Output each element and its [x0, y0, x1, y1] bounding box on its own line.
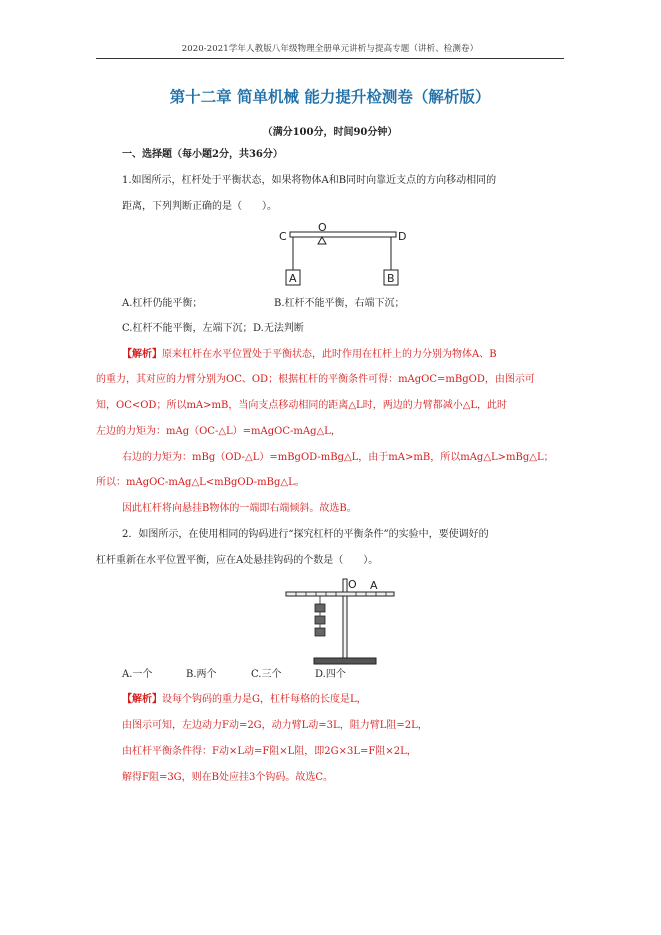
hook-weight-3: [315, 628, 325, 636]
label-a: A: [289, 272, 297, 285]
pivot-pin: [343, 579, 347, 592]
q2-option-c: C.三个: [251, 669, 282, 680]
label-o: O: [318, 222, 327, 234]
q2-option-d: D.四个: [315, 669, 346, 680]
q2-option-a: A.一个: [122, 669, 153, 680]
q1-analysis-line2: 的重力，其对应的力臂分别为OC、OD；根据杠杆的平衡条件可得：mAgOC=mBgOD，由图示可: [96, 374, 535, 385]
document-subtitle: （满分100分，时间90分钟）: [262, 127, 398, 138]
q1-analysis-tag: 【解析】: [122, 349, 162, 360]
hook-weight-1: [315, 604, 325, 612]
lever-bar: [286, 592, 394, 596]
q1-analysis-line4: 左边的力矩为：mAg（OC-△L）=mAgOC-mAg△L，: [96, 426, 341, 437]
document-title: 第十二章 简单机械 能力提升检测卷（解析版）: [169, 88, 491, 106]
q1-analysis-line3: 知，OC<OD；所以mA>mB，当向支点移动相同的距离△L时，两边的力臂都减小△L，此时: [96, 400, 508, 411]
q2-analysis-line4: 解得F阻=3G，则在B处应挂3个钩码。故选C。: [122, 772, 334, 783]
q1-option-c: C.杠杆不能平衡，左端下沉；: [122, 323, 253, 334]
q2-analysis-line1: 【解析】设每个钩码的重力是G，杠杆每格的长度是L，: [122, 694, 367, 705]
stand-base: [314, 658, 376, 664]
q2-analysis-line2: 由图示可知，左边动力F动=2G，动力臂L动=3L，阻力臂L阻=2L，: [122, 720, 428, 731]
q2-analysis-tag: 【解析】: [122, 694, 162, 705]
q1-lever-figure: [270, 222, 420, 288]
q1-analysis-line5: 右边的力矩为：mBg（OD-△L）=mBgOD-mBg△L，由于mA>mB，所以mAg△L>mBg△L；: [122, 452, 554, 463]
page-header: 2020-2021学年人教版八年级物理全册单元讲析与提高专题（讲析、检测卷）: [181, 44, 479, 54]
lever-bar: [290, 232, 396, 237]
q1-stem-line1: 1.如图所示，杠杆处于平衡状态，如果将物体A和B同时向靠近支点的方向移动相同的: [122, 175, 497, 186]
fulcrum-triangle: [318, 237, 326, 244]
label-c: C: [279, 230, 287, 243]
section-heading: 一、选择题（每小题2分，共36分）: [122, 149, 283, 160]
q1-stem-line2: 距离，下列判断正确的是（ ）。: [122, 201, 277, 212]
q1-analysis-line1: 【解析】原来杠杆在水平位置处于平衡状态，此时作用在杠杆上的力分别为物体A、B: [122, 349, 497, 360]
q2-stem-line1: 2．如图所示，在使用相同的钩码进行“探究杠杆的平衡条件”的实验中，要使调好的: [122, 529, 489, 540]
label-a: A: [370, 579, 378, 592]
q2-option-b: B.两个: [186, 669, 217, 680]
header-rule: [96, 58, 564, 59]
q2-analysis-line3: 由杠杆平衡条件得：F动×L动=F阻×L阻，即2G×3L=F阻×2L，: [122, 746, 417, 757]
q2-lever-figure: [280, 574, 404, 666]
q1-option-b: B.杠杆不能平衡，右端下沉；: [274, 298, 405, 309]
q1-option-a: A.杠杆仍能平衡；: [122, 298, 203, 309]
q1-analysis-line6: 所以：mAgOC-mAg△L<mBgOD-mBg△L。: [96, 477, 305, 488]
label-d: D: [398, 230, 407, 243]
hook-weight-2: [315, 616, 325, 624]
support-stand: [343, 596, 347, 658]
q2-stem-line2: 杠杆重新在水平位置平衡，应在A处悬挂钩码的个数是（ ）。: [96, 555, 379, 566]
label-o: O: [348, 578, 357, 591]
q1-analysis-line7: 因此杠杆将向悬挂B物体的一端即右端倾斜。故选B。: [122, 503, 357, 514]
q1-option-d: D.无法判断: [253, 323, 304, 334]
label-b: B: [387, 272, 395, 285]
